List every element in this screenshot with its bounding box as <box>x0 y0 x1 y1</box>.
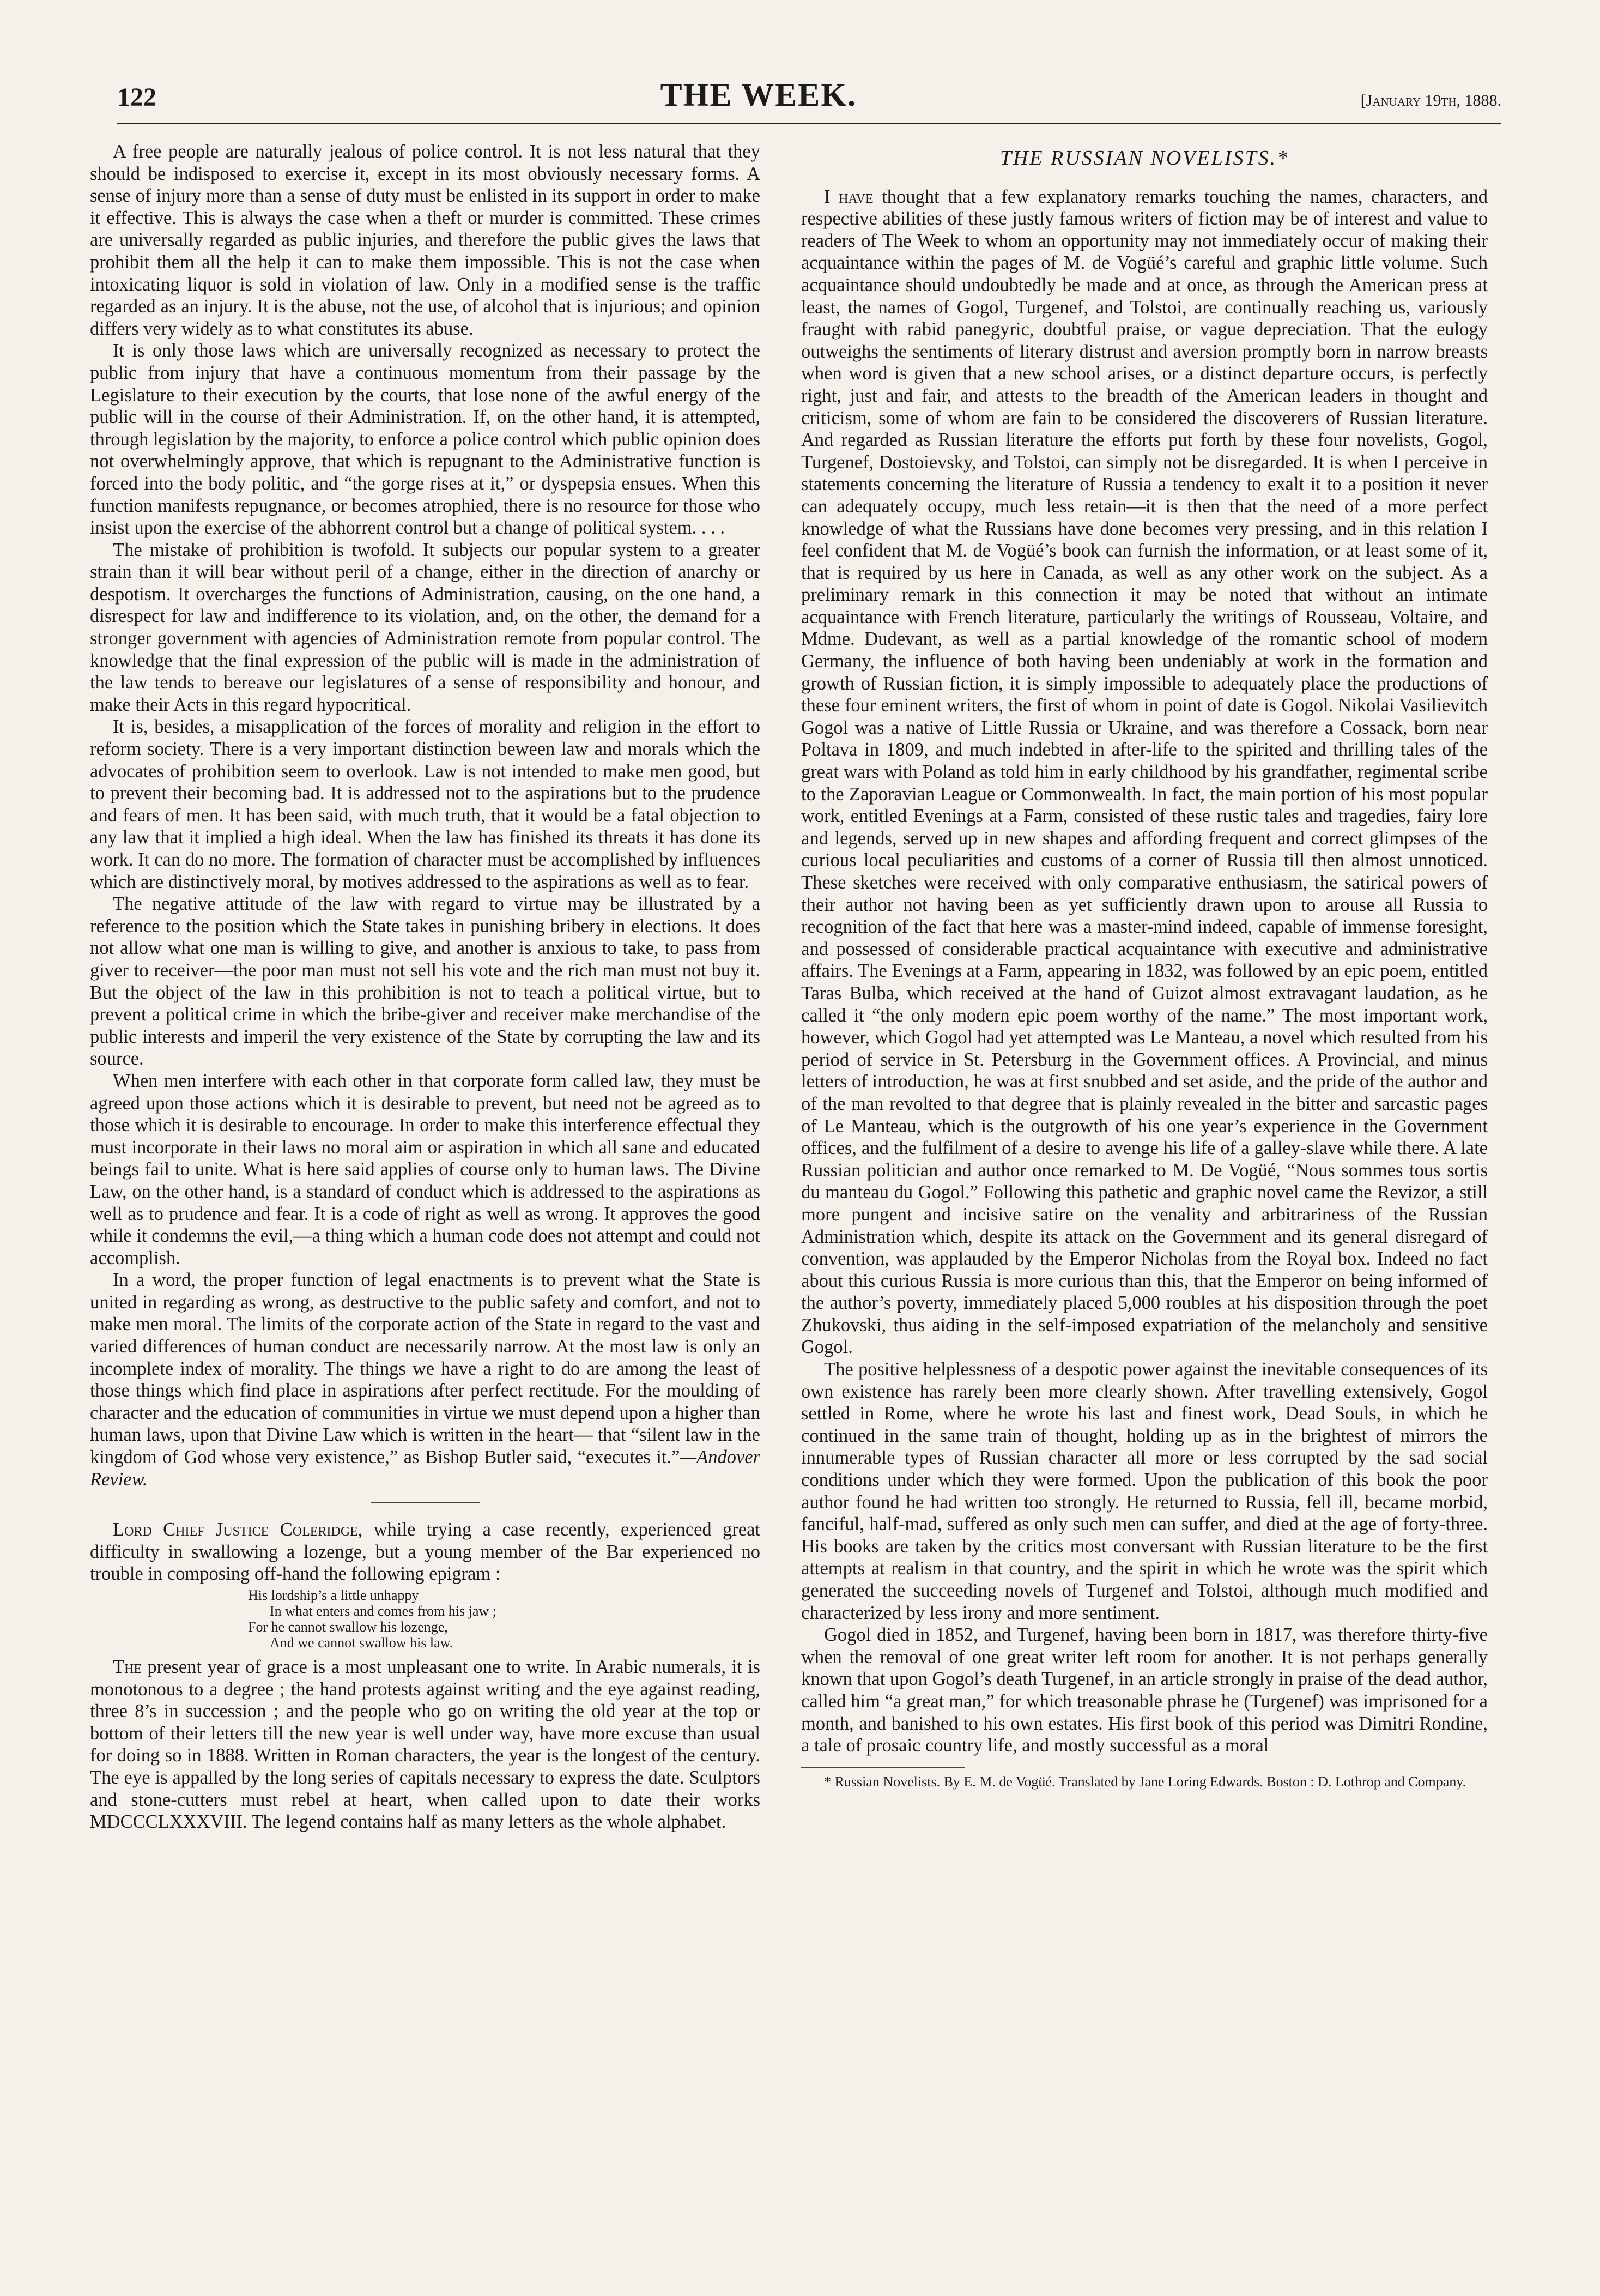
year-text: present year of grace is a most unpleasant one to write. In Arabic numerals, it is monotonous to a degree ; the hand protests against writing and the eye against reading, three 8’s in succession ; and the people who go on writing the old year at the top or bottom of their letters till the new year is well under way, have more excuse than usual for doing so in 1888. Written in Roman characters, the year is the longest of the century. The eye is appalled by the long series of capitals necessary to express the date. Sculptors and stone-cutters must rebel at heart, when called upon to date their works MDCCCLXXXVIII. The legend contains half as many letters as the whole alphabet. <box>90 1657 760 1833</box>
page-header <box>117 76 1501 120</box>
left-column <box>90 141 760 2212</box>
issue-date: [January 19th, 1888. <box>1360 92 1501 110</box>
page-number: 122 <box>117 83 156 112</box>
paragraph-with-source <box>90 1269 760 1490</box>
section-separator <box>371 1502 480 1503</box>
verse-line: And we cannot swallow his law. <box>270 1635 453 1651</box>
verse-line: For he cannot swallow his lozenge, <box>248 1619 448 1635</box>
footnote-rule <box>801 1767 965 1768</box>
paragraph: The mistake of prohibition is twofold. It subjects our popular system to a greater strain than it will bear without peril of a change, either in the direction of anarchy or despotism. It overcharges the functions of Administration, causing, on the one hand, a disrespect for law and indifference to its violation, and, on the other, the demand for a stronger government with agencies of Administration remote from popular control. The knowledge that the final expression of the public will is made in the administration of the law tends to bereave our legislatures of a sense of responsibility and honour, and make their Acts in this regard hypocritical. <box>90 539 760 715</box>
year-paragraph <box>90 1656 760 1833</box>
year-lead: The <box>113 1657 142 1677</box>
paragraph-text: In a word, the proper function of legal enactments is to prevent what the State is united in regarding as wrong, as destructive to the public safety and comfort, and not to make men moral. The limits of the corporate action of the State in regard to the vast and varied differences of human conduct are necessarily narrow. At the most law is only an incomplete index of morality. The things we have a right to do are among the least of those things which find place in aspirations after perfect rectitude. For the moulding of character and the education of communities in virtue we must depend upon a higher than human laws, upon that Divine Law which is written in the heart— that “silent law in the kingdom of God whose very existence,” as Bishop Butler said, “executes it.” <box>90 1270 760 1468</box>
footnote: * Russian Novelists. By E. M. de Vogüé. Translated by Jane Loring Edwards. Boston : D. Lothrop and Company. <box>824 1773 1466 1790</box>
verse-line: His lordship’s a little unhappy <box>248 1587 419 1603</box>
verse-line: In what enters and comes from his jaw ; <box>270 1603 496 1619</box>
epigram-lead: Lord Chief Justice Coleridge, <box>113 1519 363 1540</box>
epigram-verse <box>90 1587 760 1651</box>
article-paragraph <box>801 186 1488 1358</box>
paragraph: The negative attitude of the law with regard to virtue may be illustrated by a reference to the position which the State takes in punishing bribery in elections. It does not allow what one man is willing to give, and another is anxious to take, to pass from giver to receiver—the poor man must not sell his vote and the rich man must not buy it. But the object of the law in this prohibition is not to teach a political virtue, but to prevent a political crime in which the bribe-giver and receiver make merchandise of the public interests and imperil the very existence of the State by corrupting the law and its source. <box>90 893 760 1070</box>
paragraph: When men interfere with each other in that corporate form called law, they must be agreed upon those actions which it is desirable to prevent, but need not be agreed as to those which it is desirable to encourage. In order to make this interference effectual they must incorporate in their laws no moral aim or aspiration in which all sane and educated beings fail to unite. What is here said applies of course only to human laws. The Divine Law, on the other hand, is a standard of conduct which is addressed to the aspirations as well as to prudence and fear. It is a code of right as well as wrong. It approves the good while it condemns the evil,—a thing which a human code does not attempt and could not accomplish. <box>90 1070 760 1268</box>
epigram-paragraph <box>90 1519 760 1585</box>
paragraph: It is only those laws which are universally recognized as necessary to protect the public from injury that have a continuous momentum from their passage by the Legislature to their execution by the courts, that lose none of the awful energy of the public will in the course of their Administration. If, on the other hand, it is attempted, through legislation by the majority, to enforce a police control which public opinion does not overwhelmingly approve, that which is repugnant to the Administrative function is forced into the body politic, and “the gorge rises at it,” or dyspepsia ensues. When this function manifests repugnance, or becomes atrophied, there is no resource for those who insist upon the exercise of the abhorrent control but a change of political system. . . . <box>90 340 760 539</box>
paragraph: It is, besides, a misapplication of the forces of morality and religion in the effort to reform society. There is a very important distinction beween law and morals which the advocates of prohibition seem to overlook. Law is not intended to make men good, but to prevent their becoming bad. It is addressed not to the aspirations but to the prudence and fears of men. It has been said, with much truth, that it would be a fatal objection to any law that it implied a high ideal. When the law has finished its threats it has done its work. It can do no more. The formation of character must be accomplished by influences which are distinctively moral, by motives addressed to the aspirations as well as to fear. <box>90 716 760 892</box>
article-paragraph: The positive helplessness of a despotic power against the inevitable consequences of its own existence has rarely been more clearly shown. After travelling extensively, Gogol settled in Rome, where he wrote his last and finest work, Dead Souls, in which he continued in the same train of thought, holding up as in the brightest of mirrors the innumerable types of Russian character all more or less corrupted by the sad social conditions under which they were formed. Upon the publication of this book the poor author found he had written too strongly. He returned to Russia, fell ill, became morbid, fanciful, half-mad, suffered as only such men can suffer, and died at the age of forty-three. His books are taken by the critics most conversant with Russian literature to be the first attempts at realism in that country, and the spirit in which he wrote was the spirit which generated the succeeding novels of Turgenef and Tolstoi, although much modified and characterized by less irony and more sentiment. <box>801 1359 1488 1623</box>
right-column <box>801 141 1488 2218</box>
article-lead: I have <box>824 186 874 207</box>
article-text: thought that a few explanatory remarks touching the names, characters, and respective abilities of these justly famous writers of fiction may be of interest and value to readers of The Week to whom an opportunity may not immediately occur of making their acquaintance within the pages of M. de Vogüé’s careful and graphic little volume. Such acquaintance should undoubtedly be made and at once, as through the American press at least, the names of Gogol, Turgenef, and Tolstoi, are continually reaching us, variously fraught with rabid panegyric, doubtful praise, or vague depreciation. That the eulogy outweighs the sentiments of literary distrust and aversion promptly born in narrow breasts when word is given that a new school arises, or a distinct departure occurs, is perfectly right, just and fair, and attests to the breadth of the American leaders in thought and criticism, some of whom are fain to be considered the discoverers of Russian literature. And regarded as Russian literature the efforts put forth by these four novelists, Gogol, Turgenef, Dostoievsky, and Tolstoi, can simply not be disregarded. It is when I perceive in statements concerning the literature of Russia a tendency to exalt it to a position it never can adequately occupy, much less retain—it is then that the need of a more perfect knowledge of what the Russians have done becomes very pressing, and in this relation I feel confident that M. de Vogüé’s book can furnish the information, or at least some of it, that is required by us here in Canada, as well as any other work on the subject. As a preliminary remark in this connection it may be noted that without an intimate acquaintance with French literature, particularly the writings of Rousseau, Voltaire, and Mdme. Dudevant, as well as a partial knowledge of the romantic school of modern Germany, the influence of both having been undeniably at work in the formation and growth of Russian fiction, it is simply impossible to adequately place the productions of these four eminent writers, the first of whom in point of date is Gogol. Nikolai Vasilievitch Gogol was a native of Little Russia or Ukraine, and was therefore a Cossack, born near Poltava in 1809, and much indebted in after-life to the spirited and thrilling tales of the great wars with Poland as told him in early childhood by his grandfather, regimental scribe to the Zaporavian League or Commonwealth. In fact, the main portion of his most popular work, entitled Evenings at a Farm, consisted of these rustic tales and tragedies, fairy lore and legends, served up in new shapes and affording frequent and correct glimpses of the curious local peculiarities and customs of a corner of Russia till then almost unnoticed. These sketches were received with only comparative enthusiasm, the satirical powers of their author not having been as yet sufficiently drawn upon to arouse all Russia to recognition of the fact that here was a master-mind indeed, capable of immense foresight, and possessed of considerable practical acquaintance with executive and administrative affairs. The Evenings at a Farm, appearing in 1832, was followed by an epic poem, entitled Taras Bulba, which received at the hand of Guizot almost extravagant laudation, as he called it “the only modern epic poem worthy of the name.” The most important work, however, which Gogol had yet attempted was Le Manteau, a novel which resulted from his period of service in St. Petersburg in the Government offices. A Provincial, and minus letters of introduction, he was at first snubbed and set aside, and the pride of the author and of the man revolted to that degree that is plainly revealed in the bitter and sarcastic pages of Le Manteau, which is the outgrowth of his one year’s experience in the Government offices, and the fulfilment of a desire to avenge his life of a galley-slave while there. A late Russian politician and author once remarked to M. De Vogüé, “Nous sommes tous sortis du manteau du Gogol.” Following this pathetic and graphic novel came the Revizor, a still more pungent and incisive satire on the venality and arbitrariness of the Russian Administration which, despite its attack on the Government and its general disregard of convention, was applauded by the Emperor Nicholas from the Royal box. Indeed no fact about this curious Russia is more curious than this, that the Emperor on being informed of the author’s poverty, immediately placed 5,000 roubles at his disposition through the poet Zhukovski, thus aiding in the self-imposed expatriation of the melancholy and sensitive Gogol. <box>801 186 1488 1358</box>
source-citation: —Andover Review. <box>90 1447 760 1490</box>
article-title: THE RUSSIAN NOVELISTS.* <box>999 147 1289 170</box>
masthead: THE WEEK. <box>660 77 857 113</box>
article-paragraph: Gogol died in 1852, and Turgenef, having been born in 1817, was therefore thirty-five when the removal of one great writer left room for another. It is not perhaps generally known that upon Gogol’s death Turgenef, in an article strongly in praise of the dead author, called him “a great man,” for which treasonable phrase he (Turgenef) was imprisoned for a month, and banished to his own estates. His first book of this period was Dimitri Rondine, a tale of prosaic country life, and mostly successful as a moral <box>801 1624 1488 1756</box>
header-rule <box>117 123 1501 124</box>
epigram-intro: while trying a case recently, experienced great difficulty in swallowing a lozenge, but a young member of the Bar experienced no trouble in composing off-hand the following epigram : <box>90 1519 760 1585</box>
paragraph: A free people are naturally jealous of police control. It is not less natural that they should be indisposed to exercise it, except in its most obviously necessary forms. A sense of injury more than a sense of duty must be enlisted in its support in order to make it effective. This is always the case when a theft or murder is committed. These crimes are universally regarded as public injuries, and therefore the public gives the laws that prohibit them all the help it can to make them impossible. This is not the case when intoxicating liquor is sold in violation of law. Only in a modified sense is the traffic regarded as an injury. It is the abuse, not the use, of alcohol that is injurious; and opinion differs very widely as to what constitutes its abuse. <box>90 141 760 339</box>
